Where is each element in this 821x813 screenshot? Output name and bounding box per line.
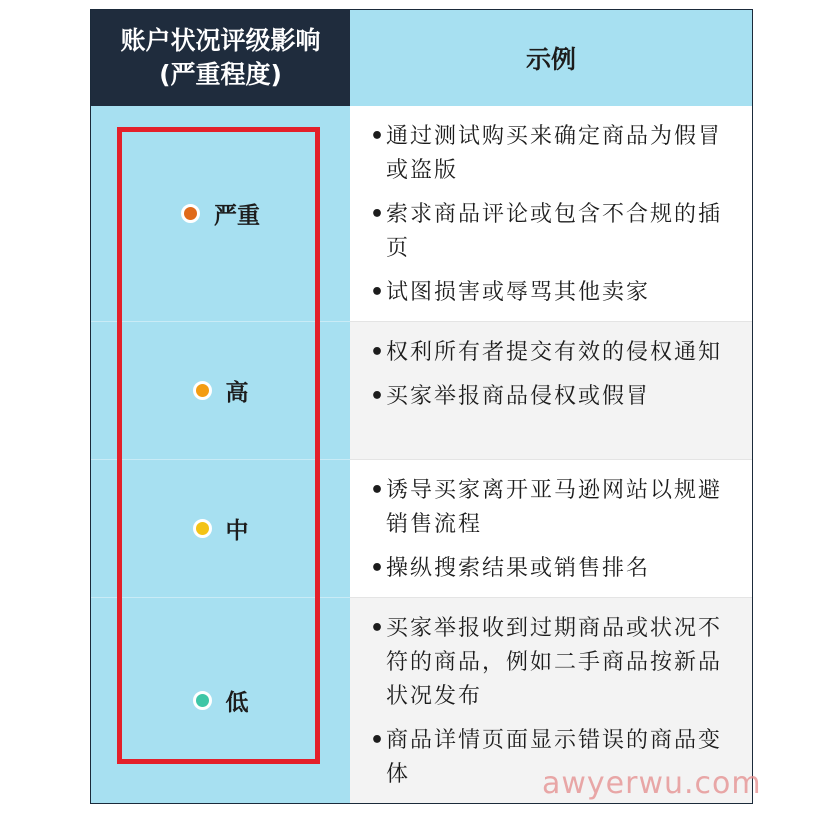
header-examples: 示例 (350, 10, 752, 106)
watermark-text: awyerwu.com (542, 766, 762, 801)
level-label: 中 (225, 518, 249, 544)
examples-cell-high (350, 322, 752, 460)
header-impact-level (91, 10, 350, 106)
list-item: • 权利所有者提交有效的侵权通知 (370, 340, 723, 365)
header-impact-title: 账户状况评级影响 (120, 26, 321, 55)
list-item: • 试图损害或辱骂其他卖家 (370, 280, 651, 305)
list-item: • 商品详情页面显示错误的商品变体 (370, 728, 723, 787)
level-label: 低 (225, 690, 249, 716)
list-item: • 操纵搜索结果或销售排名 (370, 556, 651, 581)
list-item: • 通过测试购买来确定商品为假冒或盗版 (370, 124, 723, 183)
level-label: 高 (225, 380, 249, 406)
list-item: • 买家举报商品侵权或假冒 (370, 384, 651, 409)
examples-cell-medium (350, 460, 752, 598)
level-label: 严重 (214, 203, 260, 229)
highlight-frame (117, 127, 320, 764)
list-item: • 诱导买家离开亚马逊网站以规避销售流程 (370, 478, 723, 537)
list-item: • 买家举报收到过期商品或状况不符的商品，例如二手商品按新品状况发布 (370, 616, 723, 709)
list-item: • 索求商品评论或包含不合规的插页 (370, 202, 723, 261)
header-impact-subtitle: (严重程度) (159, 60, 282, 89)
examples-cell-severe (350, 106, 752, 322)
